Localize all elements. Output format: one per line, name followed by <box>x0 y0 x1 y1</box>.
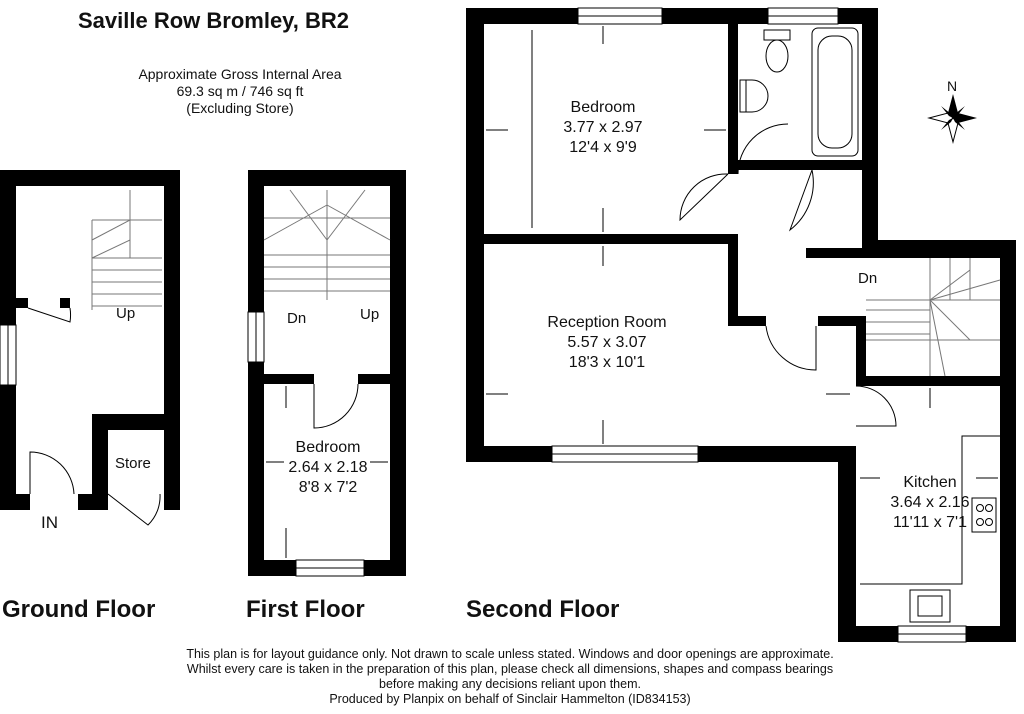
room-imperial: 12'4 x 9'9 <box>569 139 637 156</box>
second-floor-label: Second Floor <box>466 596 620 623</box>
room-imperial: 8'8 x 7'2 <box>298 479 358 496</box>
room-metric: 3.64 x 2.16 <box>890 494 970 511</box>
compass-north-label: N <box>947 78 958 94</box>
kitchen-label <box>870 473 990 533</box>
area-value: 69.3 sq m / 746 sq ft <box>176 83 304 99</box>
ground-floor-plan <box>0 170 180 510</box>
second-bedroom-label <box>543 98 663 158</box>
second-stairs-down-label: Dn <box>858 270 878 287</box>
room-metric: 3.77 x 2.97 <box>563 119 643 136</box>
first-bedroom-label <box>268 438 388 498</box>
room-imperial: 11'11 x 7'1 <box>892 514 967 531</box>
second-stairs <box>866 258 1000 376</box>
first-floor-label: First Floor <box>246 596 365 623</box>
first-doors <box>314 384 358 428</box>
compass-rose-icon <box>929 94 977 142</box>
room-name: Kitchen <box>903 474 957 491</box>
first-stairs <box>264 190 390 300</box>
bathroom-fixtures <box>740 28 858 156</box>
room-name: Bedroom <box>295 439 361 456</box>
entrance-label: IN <box>41 513 58 532</box>
store-label: Store <box>115 455 151 472</box>
reception-room-label <box>524 313 690 373</box>
area-note: (Excluding Store) <box>186 100 294 116</box>
disclaimer-text: This plan is for layout guidance only. Not drawn to scale unless stated. Windows and door openings are approximate. Whilst every care is taken in the preparation of this plan, please check all dimensions, shapes and compass bearings before making any decisions reliant upon them. <box>186 647 834 691</box>
room-name: Bedroom <box>570 99 636 116</box>
room-imperial: 18'3 x 10'1 <box>568 354 646 371</box>
property-title: Saville Row Bromley, BR2 <box>78 8 350 33</box>
credit-text: Produced by Planpix on behalf of Sinclair Hammelton (ID834153) <box>329 692 691 706</box>
room-metric: 5.57 x 3.07 <box>567 334 647 351</box>
ground-stairs-up-label: Up <box>116 305 136 322</box>
area-heading: Approximate Gross Internal Area <box>138 66 342 82</box>
gross-area-block <box>100 66 380 117</box>
ground-floor-label: Ground Floor <box>2 596 156 623</box>
first-stairs-up-label: Up <box>360 306 380 323</box>
first-stairs-down-label: Dn <box>287 310 307 327</box>
room-name: Reception Room <box>547 314 667 331</box>
disclaimer-block <box>180 647 840 707</box>
ground-stairs <box>92 190 162 310</box>
room-metric: 2.64 x 2.18 <box>288 459 368 476</box>
